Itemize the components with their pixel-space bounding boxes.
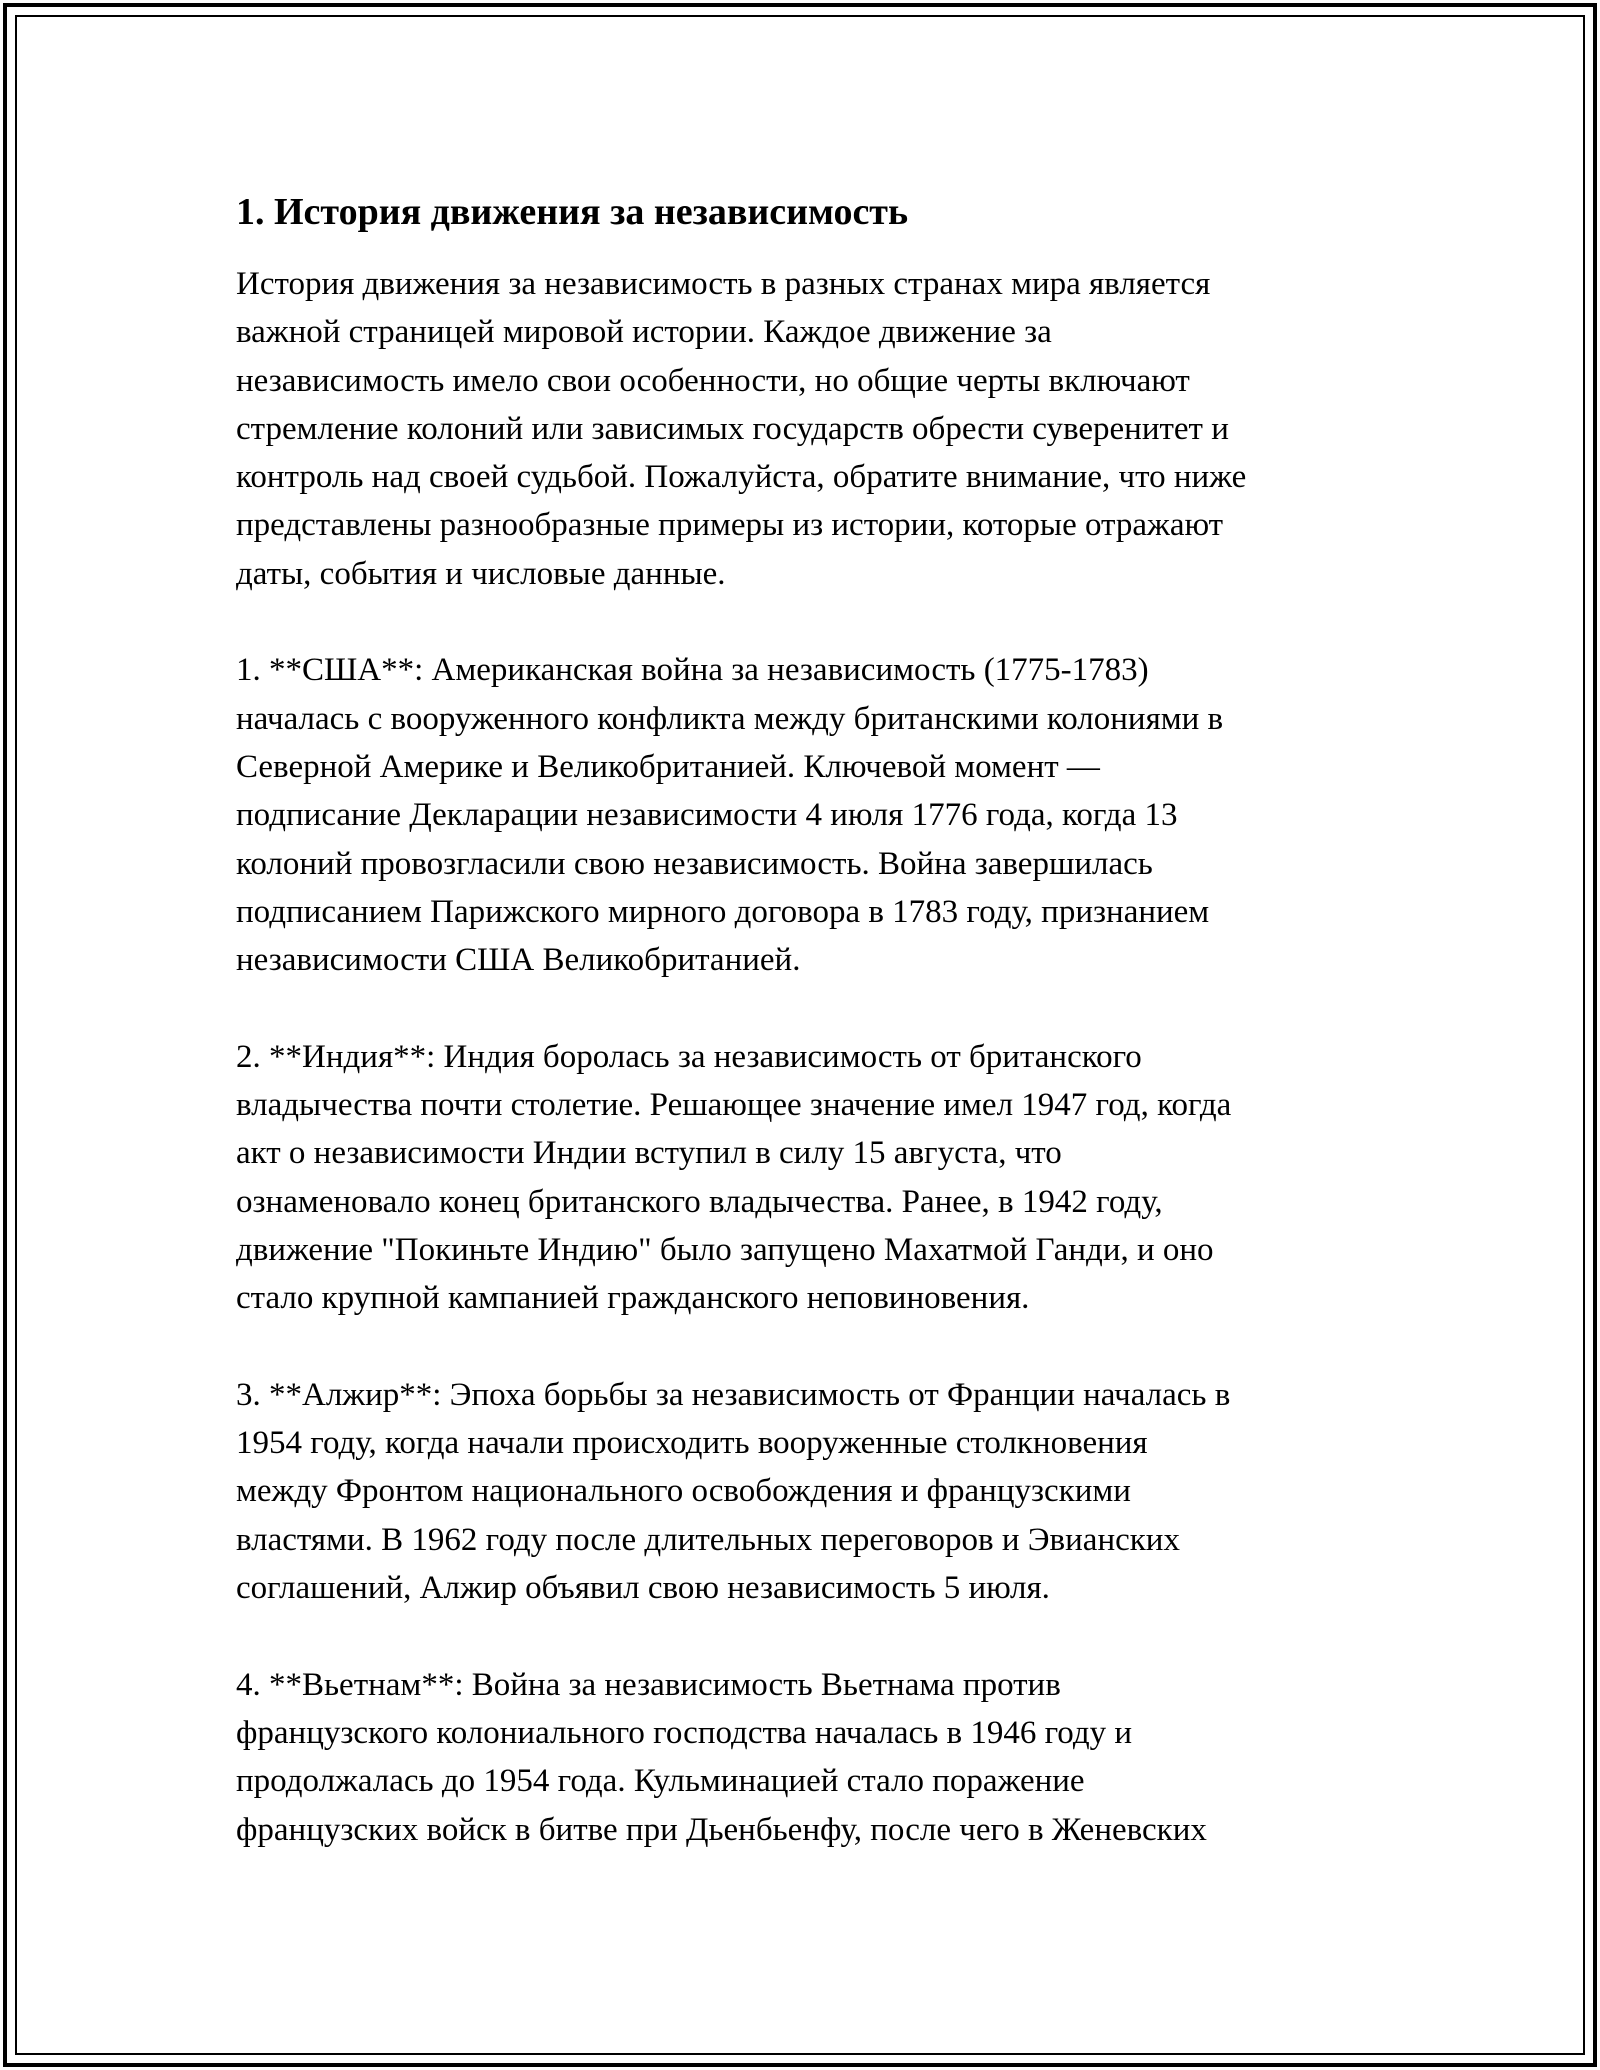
text-line: представлены разнообразные примеры из истории, которые отражают — [236, 507, 1224, 544]
intro-paragraph — [236, 260, 1386, 598]
text-line: контроль над своей судьбой. Пожалуйста, обратите внимание, что ниже — [236, 459, 1247, 496]
text-line: 3. **Алжир**: Эпоха борьбы за независимость от Франции началась в — [236, 1376, 1231, 1413]
document-body — [236, 188, 1386, 1902]
text-line: 1. **США**: Американская война за независимость (1775-1783) — [236, 652, 1149, 689]
text-line: соглашений, Алжир объявил свою независимость 5 июля. — [236, 1570, 1050, 1607]
text-line: независимость имело свои особенности, но общие черты включают — [236, 362, 1190, 399]
text-line: Северной Америке и Великобританией. Ключевой момент — — [236, 748, 1100, 785]
text-line: 4. **Вьетнам**: Война за независимость Вьетнама против — [236, 1666, 1061, 1703]
text-line: ознаменовало конец британского владычества. Ранее, в 1942 году, — [236, 1183, 1163, 1220]
india-paragraph — [236, 1033, 1386, 1323]
text-line: подписание Декларации независимости 4 июля 1776 года, когда 13 — [236, 797, 1178, 834]
text-line: 1954 году, когда начали происходить вооруженные столкновения — [236, 1425, 1148, 1462]
text-line: между Фронтом национального освобождения и французскими — [236, 1473, 1131, 1510]
text-line: властями. В 1962 году после длительных переговоров и Эвианских — [236, 1521, 1180, 1558]
text-line: 2. **Индия**: Индия боролась за независимость от британского — [236, 1038, 1142, 1075]
text-line: важной страницей мировой истории. Каждое движение за — [236, 314, 1052, 351]
text-line: стало крупной кампанией гражданского неповиновения. — [236, 1280, 1030, 1317]
usa-paragraph — [236, 646, 1386, 984]
text-line: даты, события и числовые данные. — [236, 555, 726, 592]
vietnam-paragraph — [236, 1661, 1386, 1854]
algeria-paragraph — [236, 1371, 1386, 1612]
text-line: движение "Покиньте Индию" было запущено Махатмой Ганди, и оно — [236, 1231, 1214, 1268]
text-line: продолжалась до 1954 года. Кульминацией стало поражение — [236, 1763, 1085, 1800]
text-line: подписанием Парижского мирного договора в 1783 году, признанием — [236, 893, 1210, 930]
text-line: акт о независимости Индии вступил в силу 15 августа, что — [236, 1135, 1062, 1172]
text-line: стремление колоний или зависимых государств обрести суверенитет и — [236, 410, 1229, 447]
text-line: французских войск в битве при Дьенбьенфу, после чего в Женевских — [236, 1811, 1207, 1848]
text-line: независимости США Великобританией. — [236, 942, 801, 979]
text-line: началась с вооруженного конфликта между британскими колониями в — [236, 700, 1224, 737]
section-heading: 1. История движения за независимость — [236, 191, 909, 233]
text-line: История движения за независимость в разных странах мира является — [236, 266, 1211, 302]
text-line: владычества почти столетие. Решающее значение имел 1947 год, когда — [236, 1087, 1232, 1124]
text-line: французского колониального господства началась в 1946 году и — [236, 1714, 1133, 1751]
text-line: колоний провозгласили свою независимость. Война завершилась — [236, 845, 1153, 882]
